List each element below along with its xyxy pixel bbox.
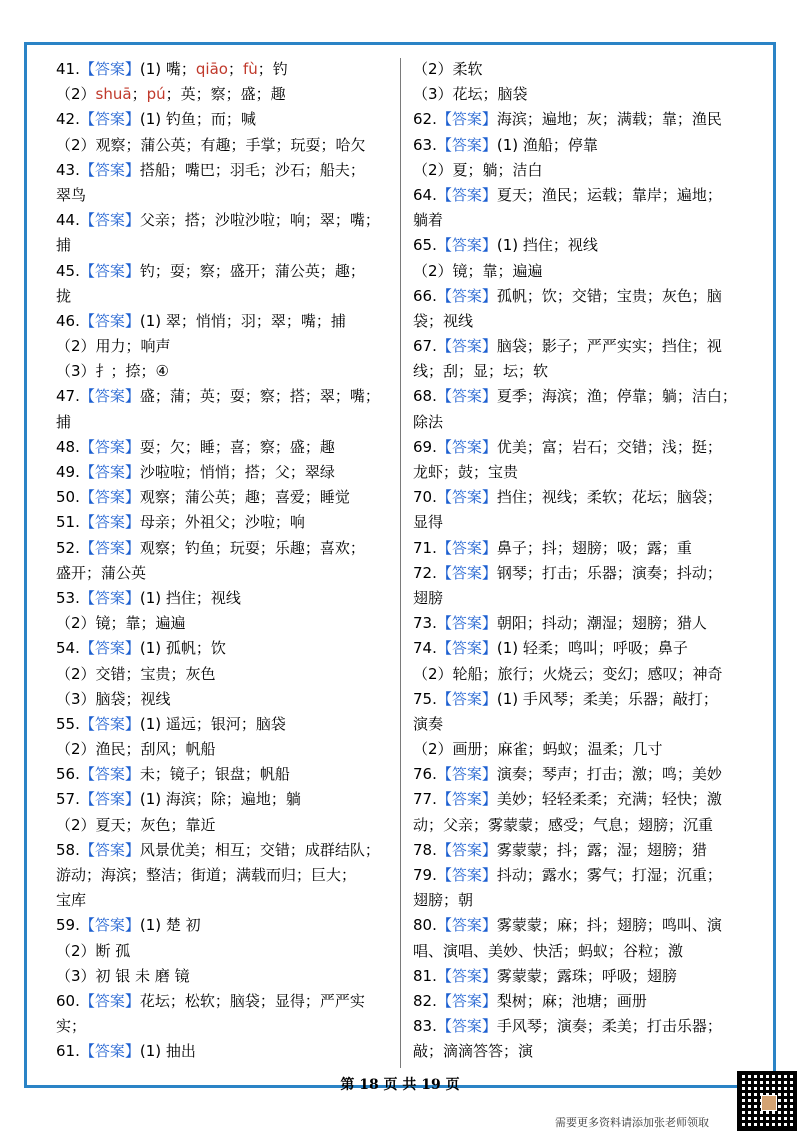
answer-text: 耍；欠；睡；喜；察；盛；趣 <box>139 437 335 456</box>
answer-tag: 【答案】 <box>79 790 140 809</box>
answer-text: （3）花坛；脑袋 <box>413 85 528 104</box>
answer-line <box>56 964 391 989</box>
answer-tag: 【答案】 <box>436 563 497 582</box>
answer-text: 龙虾；鼓；宝贵 <box>413 463 519 481</box>
answer-text: 观察；钓鱼；玩耍；乐趣；喜欢； <box>139 538 365 557</box>
question-number: 66. <box>413 286 437 305</box>
answer-line <box>56 183 391 208</box>
question-number: 52. <box>56 538 80 557</box>
answer-tag: 【答案】 <box>436 236 497 255</box>
question-number: 72. <box>413 563 437 582</box>
answer-line <box>56 939 391 964</box>
answer-text: 演奏 <box>413 714 444 733</box>
answer-line <box>56 334 391 359</box>
answer-tag: 【答案】 <box>79 513 140 532</box>
answer-line <box>413 460 748 485</box>
question-number: 77. <box>413 790 437 809</box>
answer-text: 美妙；轻轻柔柔；充满；轻快；激 <box>496 790 722 809</box>
answer-line <box>413 82 748 107</box>
answer-tag: 【答案】 <box>79 110 140 129</box>
answer-text: (1) 钓鱼；而；喊 <box>139 110 256 129</box>
question-number: 70. <box>413 488 437 507</box>
answer-tag: 【答案】 <box>79 765 140 784</box>
pinyin-text: qiāo <box>195 60 228 78</box>
answer-text: （2）镜；靠；遍遍 <box>413 261 543 280</box>
answer-line <box>413 107 748 132</box>
answer-line <box>413 586 748 611</box>
answer-text: （2）轮船；旅行；火烧云；变幻；感叹；神奇 <box>413 664 723 683</box>
answer-text: 雾蒙蒙；麻；抖；翅膀；鸣叫、演 <box>496 916 722 935</box>
question-number: 48. <box>56 437 80 456</box>
answer-text: 演奏；琴声；打击；激；鸣；美妙 <box>496 765 722 784</box>
avatar <box>761 1095 777 1111</box>
answer-text: (1) 孤帆；饮 <box>139 639 226 658</box>
answer-text: (1) 翠；悄悄；羽；翠；嘴；捕 <box>139 311 346 330</box>
answer-line <box>413 309 748 334</box>
answer-line <box>56 611 391 636</box>
answer-text: 捕 <box>56 412 72 431</box>
answer-text: （2） <box>56 85 96 104</box>
answer-line <box>413 888 748 913</box>
answer-line <box>56 863 391 888</box>
answer-tag: 【答案】 <box>436 135 497 154</box>
answer-tag: 【答案】 <box>436 966 497 985</box>
answer-text: ；钓 <box>257 60 288 78</box>
question-number: 80. <box>413 916 437 935</box>
answer-text: 鼻子；抖；翅膀；吸；露；重 <box>496 538 692 557</box>
answer-line <box>413 233 748 258</box>
question-number: 62. <box>413 110 437 129</box>
answer-line <box>56 586 391 611</box>
question-number: 59. <box>56 916 80 935</box>
answer-line <box>413 435 748 460</box>
answer-text: 抖动；露水；雾气；打湿；沉重； <box>496 866 722 884</box>
answer-line <box>56 57 391 82</box>
answer-text: （2）断 孤 <box>56 941 131 960</box>
question-number: 43. <box>56 160 80 179</box>
answer-text: 翅膀 <box>413 588 444 607</box>
answer-tag: 【答案】 <box>436 488 497 507</box>
answer-tag: 【答案】 <box>79 463 140 481</box>
answer-text: (1) 抽出 <box>139 1042 196 1061</box>
answer-line <box>413 158 748 183</box>
answer-tag: 【答案】 <box>436 110 497 129</box>
answer-line <box>413 813 748 838</box>
answer-line <box>56 687 391 712</box>
answer-text: ； <box>131 85 147 104</box>
answer-text: (1) 楚 初 <box>139 916 201 935</box>
answer-text: 未；镜子；银盘；帆船 <box>139 765 290 784</box>
answer-tag: 【答案】 <box>79 714 140 733</box>
question-number: 63. <box>413 135 437 154</box>
answer-text: 朝阳；抖动；潮湿；翅膀；猎人 <box>496 614 707 633</box>
answer-line <box>413 939 748 964</box>
answer-line <box>56 888 391 913</box>
answer-line <box>413 712 748 737</box>
answer-text: 盛；蒲；英；耍；察；搭；翠；嘴； <box>139 387 380 406</box>
pinyin-text: pú <box>146 85 166 104</box>
answer-line <box>56 309 391 334</box>
question-number: 49. <box>56 463 80 481</box>
answer-text: 敲；滴滴答答；演 <box>413 1042 534 1061</box>
question-number: 67. <box>413 337 437 356</box>
answer-line <box>413 57 748 82</box>
answer-line <box>56 359 391 384</box>
answer-line <box>56 787 391 812</box>
answer-tag: 【答案】 <box>79 60 140 78</box>
question-number: 69. <box>413 437 437 456</box>
answer-text: 夏季；海滨；渔；停靠；躺；洁白； <box>496 387 737 406</box>
answer-line <box>56 989 391 1014</box>
answer-tag: 【答案】 <box>436 185 497 204</box>
question-number: 81. <box>413 966 437 985</box>
answer-text: 拢 <box>56 286 72 305</box>
answer-text: 躺着 <box>413 211 444 230</box>
question-number: 53. <box>56 588 80 607</box>
bottom-note: 需要更多资料请添加张老师领取 <box>555 1116 709 1129</box>
question-number: 55. <box>56 714 80 733</box>
answer-line <box>413 762 748 787</box>
answer-line <box>56 133 391 158</box>
answer-text: 除法 <box>413 412 444 431</box>
answer-text: (1) 嘴； <box>139 60 196 78</box>
answer-text: 梨树；麻；池塘；画册 <box>496 991 647 1010</box>
answer-line <box>413 208 748 233</box>
question-number: 76. <box>413 765 437 784</box>
answer-line <box>56 1014 391 1039</box>
answer-text: （2）渔民；刮风；帆船 <box>56 740 216 759</box>
answer-text: （2）夏；躺；洁白 <box>413 160 543 179</box>
answer-tag: 【答案】 <box>436 437 497 456</box>
answer-text: 观察；蒲公英；趣；喜爱；睡觉 <box>139 488 350 507</box>
question-number: 71. <box>413 538 437 557</box>
answer-text: 钢琴；打击；乐器；演奏；抖动； <box>496 563 722 582</box>
question-number: 79. <box>413 866 437 884</box>
answer-text: 线；刮；显；坛；软 <box>413 362 549 381</box>
answer-text: 父亲；搭；沙啦沙啦；响；翠；嘴； <box>139 211 380 230</box>
answer-line <box>56 561 391 586</box>
answer-line <box>56 636 391 661</box>
question-number: 50. <box>56 488 80 507</box>
answer-line <box>413 687 748 712</box>
pinyin-text: fù <box>242 60 258 78</box>
answer-line <box>413 989 748 1014</box>
answer-tag: 【答案】 <box>79 211 140 230</box>
answer-text: 挡住；视线；柔软；花坛；脑袋； <box>496 488 722 507</box>
answer-tag: 【答案】 <box>436 337 497 356</box>
answer-tag: 【答案】 <box>79 261 140 280</box>
question-number: 45. <box>56 261 80 280</box>
answer-line <box>413 359 748 384</box>
answer-text: 动；父亲；雾蒙蒙；感受；气息；翅膀；沉重 <box>413 815 714 834</box>
answer-tag: 【答案】 <box>436 866 497 884</box>
answer-text: （2）观察；蒲公英；有趣；手掌；玩耍；哈欠 <box>56 135 366 154</box>
answer-line <box>413 536 748 561</box>
answer-tag: 【答案】 <box>79 916 140 935</box>
answer-tag: 【答案】 <box>79 840 140 859</box>
answers-left-column <box>56 57 391 1065</box>
column-divider <box>400 58 401 1068</box>
answer-line <box>56 662 391 687</box>
question-number: 64. <box>413 185 437 204</box>
answer-tag: 【答案】 <box>79 311 140 330</box>
answer-line <box>413 384 748 409</box>
answer-line <box>413 611 748 636</box>
answer-line <box>413 334 748 359</box>
answer-line <box>56 107 391 132</box>
question-number: 56. <box>56 765 80 784</box>
answer-text: 唱、演唱、美妙、快活；蚂蚁；谷粒；激 <box>413 941 684 960</box>
answer-text: 搭船；嘴巴；羽毛；沙石；船夫； <box>139 160 365 179</box>
answer-tag: 【答案】 <box>79 488 140 507</box>
question-number: 51. <box>56 513 80 532</box>
answer-text: 盛开；蒲公英 <box>56 563 147 582</box>
answer-line <box>56 813 391 838</box>
answer-text: （3）初 银 未 磨 镜 <box>56 966 190 985</box>
answer-text: 夏天；渔民；运载；靠岸；遍地； <box>496 185 722 204</box>
answer-line <box>56 435 391 460</box>
answer-text: 游动；海滨；整洁；街道；满载而归；巨大； <box>56 866 357 884</box>
answer-tag: 【答案】 <box>436 387 497 406</box>
answer-text: （2）交错；宝贵；灰色 <box>56 664 216 683</box>
answer-line <box>56 460 391 485</box>
question-number: 46. <box>56 311 80 330</box>
pinyin-text: shuā <box>95 85 132 104</box>
answer-tag: 【答案】 <box>436 991 497 1010</box>
answer-line <box>56 762 391 787</box>
answer-text: （2）用力；响声 <box>56 337 171 356</box>
answer-tag: 【答案】 <box>79 639 140 658</box>
page-number: 第 18 页 共 19 页 <box>340 1077 460 1093</box>
answer-line <box>56 536 391 561</box>
answer-line <box>56 384 391 409</box>
question-number: 60. <box>56 991 80 1010</box>
answer-tag: 【答案】 <box>436 639 497 658</box>
answer-line <box>413 1039 748 1064</box>
answer-line <box>413 787 748 812</box>
answer-line <box>413 737 748 762</box>
answer-line <box>413 183 748 208</box>
answer-tag: 【答案】 <box>436 614 497 633</box>
answer-text: 袋；视线 <box>413 311 474 330</box>
answer-line <box>56 1039 391 1064</box>
answer-text: （2）柔软 <box>413 60 483 78</box>
qr-code-icon <box>737 1071 797 1131</box>
answer-text: 风景优美；相互；交错；成群结队； <box>139 840 380 859</box>
answer-text: 孤帆；饮；交错；宝贵；灰色；脑 <box>496 286 722 305</box>
answer-text: 脑袋；影子；严严实实；挡住；视 <box>496 337 722 356</box>
answer-text: 母亲；外祖父；沙啦；响 <box>139 513 305 532</box>
answer-tag: 【答案】 <box>79 588 140 607</box>
question-number: 82. <box>413 991 437 1010</box>
question-number: 61. <box>56 1042 80 1061</box>
question-number: 47. <box>56 387 80 406</box>
answer-line <box>413 662 748 687</box>
answer-text: 海滨；遍地；灰；满载；靠；渔民 <box>496 110 722 129</box>
answer-tag: 【答案】 <box>79 160 140 179</box>
answer-text: （3）脑袋；视线 <box>56 689 171 708</box>
question-number: 54. <box>56 639 80 658</box>
answer-text: 翅膀；朝 <box>413 891 474 910</box>
answer-tag: 【答案】 <box>436 916 497 935</box>
question-number: 44. <box>56 211 80 230</box>
answer-line <box>56 259 391 284</box>
answer-text: (1) 轻柔；鸣叫；呼吸；鼻子 <box>496 639 688 658</box>
question-number: 41. <box>56 60 80 78</box>
answer-tag: 【答案】 <box>436 840 497 859</box>
answer-tag: 【答案】 <box>79 437 140 456</box>
answer-text: 沙啦啦；悄悄；搭；父；翠绿 <box>139 463 335 481</box>
answer-tag: 【答案】 <box>436 1017 497 1036</box>
answer-text: (1) 遥远；银河；脑袋 <box>139 714 286 733</box>
answer-line <box>56 158 391 183</box>
answer-line <box>413 284 748 309</box>
answer-line <box>413 913 748 938</box>
answer-tag: 【答案】 <box>436 765 497 784</box>
answer-line <box>56 712 391 737</box>
answer-line <box>56 485 391 510</box>
answer-text: 翠鸟 <box>56 185 87 204</box>
answer-line <box>413 561 748 586</box>
answer-tag: 【答案】 <box>79 387 140 406</box>
answer-tag: 【答案】 <box>436 790 497 809</box>
answer-line <box>413 510 748 535</box>
question-number: 73. <box>413 614 437 633</box>
answer-tag: 【答案】 <box>79 1042 140 1061</box>
question-number: 83. <box>413 1017 437 1036</box>
question-number: 75. <box>413 689 437 708</box>
answer-line <box>56 838 391 863</box>
answer-line <box>413 964 748 989</box>
answer-line <box>413 838 748 863</box>
answer-text: (1) 手风琴；柔美；乐器；敲打； <box>496 689 718 708</box>
answer-line <box>413 1014 748 1039</box>
answers-right-column <box>413 57 748 1065</box>
answer-text: (1) 海滨；除；遍地；躺 <box>139 790 301 809</box>
answer-text: 雾蒙蒙；抖；露；湿；翅膀；猎 <box>496 840 707 859</box>
answer-text: 优美；富；岩石；交错；浅；挺； <box>496 437 722 456</box>
answer-line <box>413 863 748 888</box>
answer-tag: 【答案】 <box>436 538 497 557</box>
answer-line <box>413 636 748 661</box>
answer-text: （3）扌；捺；④ <box>56 362 169 381</box>
question-number: 68. <box>413 387 437 406</box>
answer-line <box>56 510 391 535</box>
question-number: 42. <box>56 110 80 129</box>
question-number: 74. <box>413 639 437 658</box>
answer-text: 宝库 <box>56 891 87 910</box>
question-number: 78. <box>413 840 437 859</box>
answer-text: 显得 <box>413 513 444 532</box>
answer-text: 实； <box>56 1017 87 1036</box>
answer-tag: 【答案】 <box>436 689 497 708</box>
answer-text: （2）镜；靠；遍遍 <box>56 614 186 633</box>
answer-text: 捕 <box>56 236 72 255</box>
answer-tag: 【答案】 <box>79 991 140 1010</box>
answer-line <box>56 410 391 435</box>
answer-text: （2）夏天；灰色；靠近 <box>56 815 216 834</box>
answer-line <box>56 233 391 258</box>
answer-line <box>56 913 391 938</box>
answer-text: 雾蒙蒙；露珠；呼吸；翅膀 <box>496 966 677 985</box>
answer-line <box>413 410 748 435</box>
answer-line <box>413 133 748 158</box>
question-number: 65. <box>413 236 437 255</box>
answer-tag: 【答案】 <box>436 286 497 305</box>
question-number: 57. <box>56 790 80 809</box>
answer-text: (1) 挡住；视线 <box>496 236 598 255</box>
answer-text: 钓；耍；察；盛开；蒲公英；趣； <box>139 261 365 280</box>
answer-line <box>56 82 391 107</box>
answer-text: （2）画册；麻雀；蚂蚁；温柔；几寸 <box>413 740 663 759</box>
answer-text: ；英；察；盛；趣 <box>165 85 286 104</box>
answer-text: 手风琴；演奏；柔美；打击乐器； <box>496 1017 722 1036</box>
answer-text: ； <box>227 60 243 78</box>
answer-line <box>56 208 391 233</box>
answer-tag: 【答案】 <box>79 538 140 557</box>
answer-line <box>56 284 391 309</box>
answer-line <box>56 737 391 762</box>
answer-text: (1) 挡住；视线 <box>139 588 241 607</box>
answer-text: 花坛；松软；脑袋；显得；严严实 <box>139 991 365 1010</box>
answer-line <box>413 259 748 284</box>
answer-line <box>413 485 748 510</box>
question-number: 58. <box>56 840 80 859</box>
answer-text: (1) 渔船；停靠 <box>496 135 598 154</box>
